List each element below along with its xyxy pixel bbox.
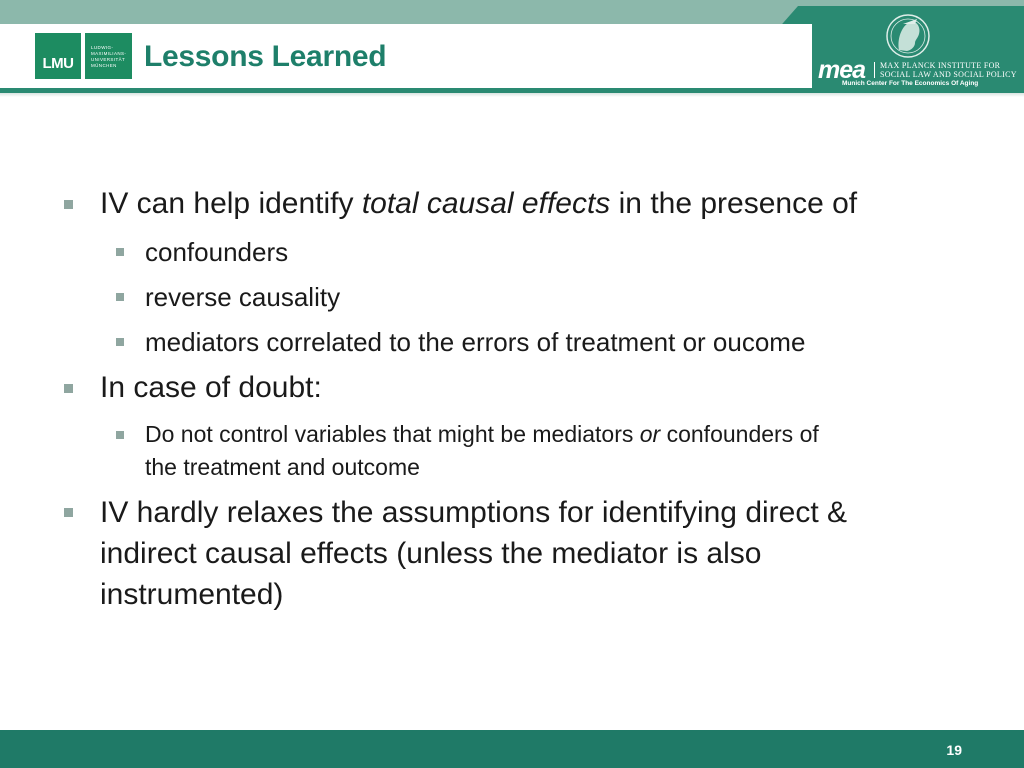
mea-logo: mea — [818, 56, 866, 84]
bullet-iv-hardly-relaxes-line2: indirect causal effects (unless the mediator is also — [100, 537, 762, 570]
mea-logo-divider — [874, 62, 875, 78]
lmu-logo-mark: LMU — [35, 33, 81, 79]
bullet-iv-total-effects: IV can help identify total causal effects in the presence of — [100, 187, 858, 220]
bullet-marker — [116, 431, 124, 439]
bullet-case-of-doubt: In case of doubt: — [100, 371, 322, 404]
bullet-iv-hardly-relaxes-line1: IV hardly relaxes the assumptions for identifying direct & — [100, 496, 848, 529]
bullet-iv-hardly-relaxes-line3: instrumented) — [100, 578, 284, 611]
slide-title: Lessons Learned — [144, 40, 387, 73]
mea-institute-name: MAX PLANCK INSTITUTE FOR SOCIAL LAW AND SOCIAL POLICY — [880, 61, 1017, 79]
mea-subtitle: Munich Center For The Economics Of Aging — [842, 80, 979, 87]
sub-bullet-do-not-control-line2: the treatment and outcome — [145, 454, 420, 480]
bullet-marker — [116, 338, 124, 346]
bullet-marker — [116, 248, 124, 256]
bullet-marker — [64, 200, 73, 209]
lmu-logo-wordmark: LUDWIG- MAXIMILIANS- UNIVERSITÄT MÜNCHEN — [85, 33, 132, 79]
sub-bullet-reverse-causality: reverse causality — [145, 282, 341, 312]
sub-bullet-mediators: mediators correlated to the errors of treatment or oucome — [145, 327, 806, 357]
sub-bullet-do-not-control: Do not control variables that might be mediators or confounders of — [145, 421, 819, 447]
bullet-marker — [64, 508, 73, 517]
lmu-logo — [35, 33, 132, 79]
minerva-emblem-icon — [877, 10, 939, 58]
page-number: 19 — [946, 742, 962, 758]
header-shadow — [0, 93, 1024, 97]
bullet-marker — [116, 293, 124, 301]
bullet-marker — [64, 384, 73, 393]
footer-band — [0, 730, 1024, 768]
sub-bullet-confounders: confounders — [145, 237, 289, 267]
